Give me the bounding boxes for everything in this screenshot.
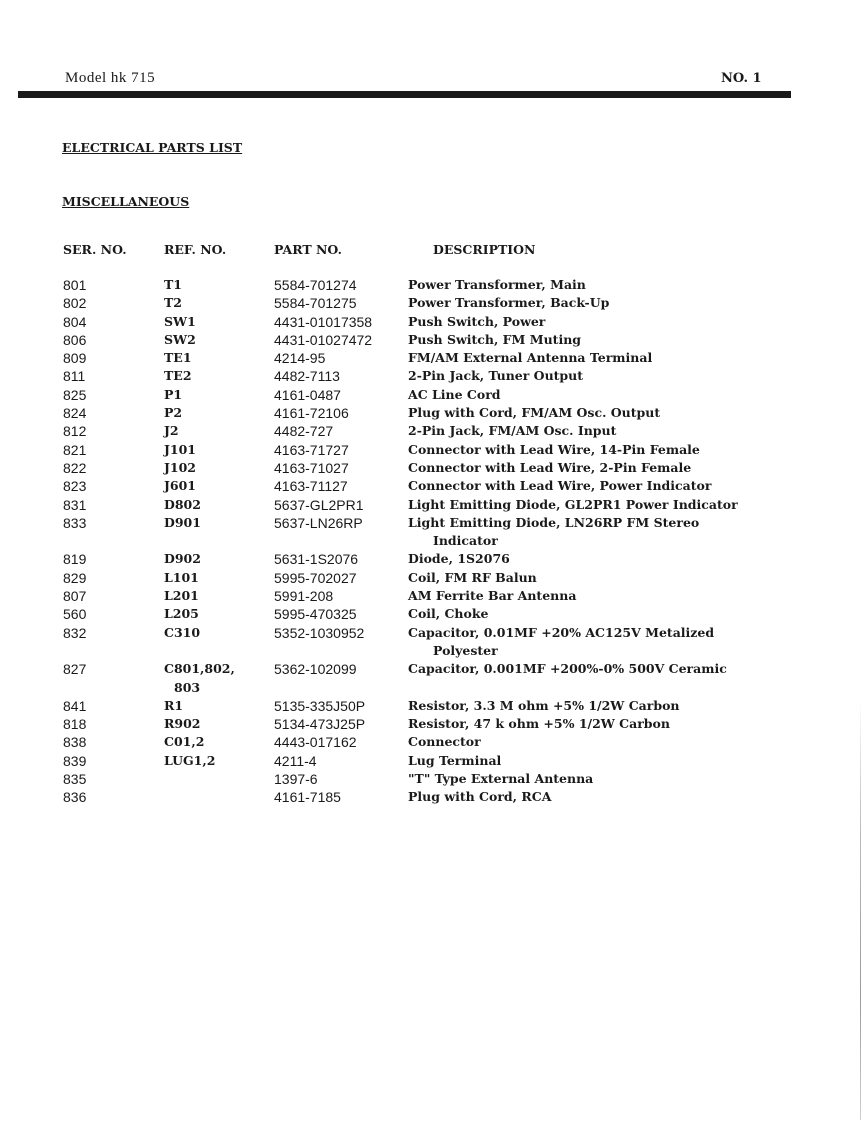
part-no-cell: 4211-4 — [274, 752, 317, 769]
table-row — [0, 386, 865, 404]
ser-no-cell: 832 — [63, 624, 87, 641]
ser-no-cell: 811 — [63, 368, 86, 385]
part-no-cell: 4163-71727 — [274, 441, 349, 458]
part-no-cell: 5135-335J50P — [274, 697, 366, 714]
ser-no-cell: 806 — [63, 331, 87, 348]
table-row — [0, 367, 865, 385]
part-no-cell: 5637-GL2PR1 — [274, 496, 364, 513]
part-no-cell: 5584-701275 — [274, 295, 357, 312]
description-cell: Light Emitting Diode, GL2PR1 Power Indicator — [408, 496, 738, 512]
part-no-cell: 5995-702027 — [274, 569, 357, 586]
table-row — [0, 788, 865, 806]
ser-no-cell: 822 — [63, 459, 87, 476]
table-row — [0, 697, 865, 715]
part-no-cell: 4214-95 — [274, 350, 326, 367]
header-rule — [18, 91, 791, 98]
ref-no-cell: L101 — [164, 569, 199, 585]
ser-no-cell: 829 — [63, 569, 87, 586]
table-row — [0, 441, 865, 459]
description-cell: Plug with Cord, RCA — [408, 789, 552, 805]
table-row — [0, 624, 865, 661]
part-no-cell: 4161-7185 — [274, 789, 341, 806]
part-no-cell: 4443-017162 — [274, 734, 357, 751]
page-edge-shadow — [860, 700, 861, 1120]
ref-no-cell: T1 — [164, 277, 182, 292]
part-no-cell: 5352-1030952 — [274, 624, 365, 641]
description-cell: Coil, FM RF Balun — [408, 569, 537, 585]
table-row — [0, 587, 865, 605]
description-cell: Push Switch, FM Muting — [408, 331, 582, 347]
table-row — [0, 477, 865, 495]
table-row — [0, 422, 865, 440]
ref-no-cell: J2 — [164, 423, 179, 439]
ser-no-cell: 809 — [63, 350, 87, 367]
description-cell: Push Switch, Power — [408, 313, 546, 329]
ref-no-cell: P1 — [164, 386, 183, 402]
part-no-cell: 5637-LN26RP — [274, 514, 363, 531]
table-row — [0, 514, 865, 551]
part-no-cell: 4163-71127 — [274, 478, 348, 495]
ref-no-cell: D902 — [164, 551, 201, 567]
description-cell: "T" Type External Antenna — [408, 771, 594, 787]
part-no-cell: 4163-71027 — [274, 459, 349, 476]
description-cell: Resistor, 3.3 M ohm +5% 1/2W Carbon — [408, 697, 680, 713]
part-no-cell: 4431-01027472 — [274, 331, 373, 348]
ser-no-cell: 802 — [63, 295, 87, 312]
ref-no-cell: TE2 — [164, 368, 192, 384]
description-cell: 2-Pin Jack, FM/AM Osc. Input — [408, 423, 617, 439]
ser-no-cell: 835 — [63, 771, 87, 788]
ser-no-cell: 827 — [63, 661, 87, 678]
ser-no-cell: 801 — [63, 277, 87, 293]
ser-no-cell: 821 — [63, 441, 87, 458]
ser-no-cell: 838 — [63, 734, 87, 751]
ser-no-cell: 825 — [63, 386, 87, 403]
ref-no-cell: LUG1,2 — [164, 752, 216, 768]
ser-no-cell: 824 — [63, 405, 87, 422]
description-cell: Plug with Cord, FM/AM Osc. Output — [408, 405, 661, 421]
page-number: NO. 1 — [721, 71, 762, 86]
ref-no-cell: R902 — [164, 716, 201, 732]
part-no-cell: 4161-0487 — [274, 386, 341, 403]
ref-no-cell: TE1 — [164, 350, 192, 366]
description-cell: Resistor, 47 k ohm +5% 1/2W Carbon — [408, 716, 670, 732]
description-cell: FM/AM External Antenna Terminal — [408, 350, 653, 366]
description-cell: Connector with Lead Wire, 2-Pin Female — [408, 459, 692, 475]
ser-no-cell: 804 — [63, 313, 87, 330]
ref-no-cell: J601 — [164, 478, 197, 494]
document-title: ELECTRICAL PARTS LIST — [62, 140, 243, 155]
ser-no-cell: 560 — [63, 606, 87, 623]
description-cell: AM Ferrite Bar Antenna — [408, 588, 577, 604]
part-no-cell: 4431-01017358 — [274, 313, 373, 330]
table-row — [0, 569, 865, 587]
description-continuation: Indicator — [433, 533, 498, 549]
table-row — [0, 605, 865, 623]
ser-no-cell: 823 — [63, 478, 87, 495]
description-cell: AC Line Cord — [408, 386, 501, 402]
table-row — [0, 715, 865, 733]
part-no-cell: 5631-1S2076 — [274, 551, 359, 568]
description-cell: 2-Pin Jack, Tuner Output — [408, 368, 584, 384]
table-row — [0, 294, 865, 312]
table-row — [0, 770, 865, 788]
part-no-cell: 5995-470325 — [274, 606, 357, 623]
table-row — [0, 550, 865, 568]
part-no-cell: 4482-727 — [274, 423, 334, 440]
table-row — [0, 313, 865, 331]
ser-no-cell: 841 — [63, 697, 87, 714]
part-no-cell: 1397-6 — [274, 771, 318, 788]
ref-no-cell: C801,802, — [164, 661, 235, 677]
description-cell: Diode, 1S2076 — [408, 551, 510, 567]
ser-no-cell: 833 — [63, 514, 87, 531]
description-continuation: Polyester — [433, 642, 498, 658]
part-no-cell: 5362-102099 — [274, 661, 357, 678]
ref-no-continuation: 803 — [174, 679, 201, 695]
part-no-cell: 5991-208 — [274, 588, 334, 605]
table-row — [0, 349, 865, 367]
table-row — [0, 660, 865, 697]
ref-no-cell: C01,2 — [164, 734, 205, 750]
ref-no-cell: D802 — [164, 496, 201, 512]
description-cell: Connector with Lead Wire, 14-Pin Female — [408, 441, 700, 457]
ref-no-cell: D901 — [164, 514, 201, 530]
description-cell: Connector — [408, 734, 481, 750]
description-cell: Capacitor, 0.001MF +200%-0% 500V Ceramic — [408, 661, 727, 677]
table-row — [0, 733, 865, 751]
table-row — [0, 496, 865, 514]
column-header-part-no: PART NO. — [274, 242, 342, 257]
parts-list — [0, 276, 865, 807]
ref-no-cell: SW1 — [164, 313, 196, 329]
part-no-cell: 4482-7113 — [274, 368, 340, 385]
ref-no-cell: R1 — [164, 697, 184, 713]
ser-no-cell: 812 — [63, 423, 87, 440]
ref-no-cell: P2 — [164, 405, 183, 421]
description-cell: Power Transformer, Back-Up — [408, 295, 610, 311]
section-title: MISCELLANEOUS — [62, 194, 190, 209]
ref-no-cell: SW2 — [164, 331, 196, 347]
description-cell: Power Transformer, Main — [408, 277, 586, 292]
description-cell: Connector with Lead Wire, Power Indicator — [408, 478, 712, 494]
ser-no-cell: 807 — [63, 588, 87, 605]
ref-no-cell: C310 — [164, 624, 201, 640]
table-row — [0, 752, 865, 770]
ref-no-cell: L201 — [164, 588, 199, 604]
ser-no-cell: 839 — [63, 752, 87, 769]
ref-no-cell: J101 — [164, 441, 197, 457]
table-row — [0, 459, 865, 477]
description-cell: Light Emitting Diode, LN26RP FM Stereo — [408, 514, 700, 530]
column-header-ref-no: REF. NO. — [164, 242, 227, 257]
ref-no-cell: L205 — [164, 606, 199, 622]
part-no-cell: 4161-72106 — [274, 405, 349, 422]
ref-no-cell: J102 — [164, 459, 197, 475]
description-cell: Coil, Choke — [408, 606, 489, 622]
table-row — [0, 404, 865, 422]
part-no-cell: 5134-473J25P — [274, 716, 366, 733]
ser-no-cell: 818 — [63, 716, 87, 733]
description-cell: Capacitor, 0.01MF +20% AC125V Metalized — [408, 624, 715, 640]
ser-no-cell: 819 — [63, 551, 87, 568]
table-row — [0, 276, 865, 294]
part-no-cell: 5584-701274 — [274, 277, 357, 293]
page-header-model: Model hk 715 — [65, 70, 156, 86]
ser-no-cell: 831 — [63, 496, 87, 513]
table-row — [0, 331, 865, 349]
ref-no-cell: T2 — [164, 295, 182, 311]
column-header-description: DESCRIPTION — [433, 242, 536, 257]
column-header-ser-no: SER. NO. — [63, 242, 127, 257]
ser-no-cell: 836 — [63, 789, 87, 806]
description-cell: Lug Terminal — [408, 752, 502, 768]
